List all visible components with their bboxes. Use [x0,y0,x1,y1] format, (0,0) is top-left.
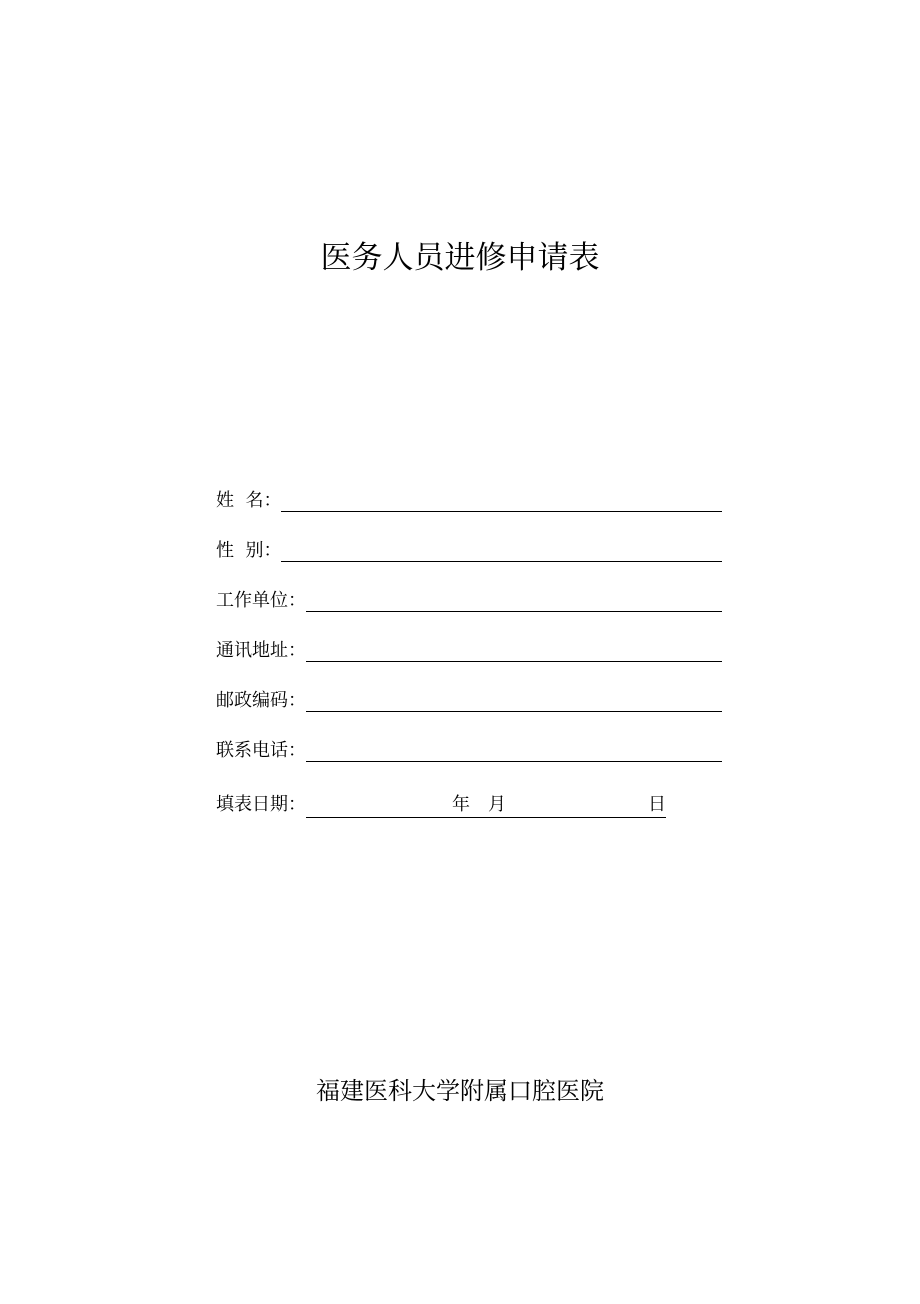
date-year-line[interactable] [306,794,470,818]
field-name-label: 姓 名： [216,490,282,511]
field-gender-input-line[interactable] [281,543,722,562]
field-workplace-input-line[interactable] [306,593,722,612]
field-phone [216,734,722,764]
form-title: 医务人员进修申请表 [320,240,600,276]
date-day-label: 日 [648,794,666,815]
institution-name: 福建医科大学附属口腔医院 [316,1077,604,1105]
date-month-label: 月 [488,794,506,815]
field-address [216,634,722,664]
field-postcode [216,684,722,714]
field-name-input-line[interactable] [281,493,722,512]
field-phone-label: 联系电话： [216,740,306,761]
date-month-line[interactable] [470,794,506,818]
field-workplace [216,584,722,614]
field-address-input-line[interactable] [306,643,722,662]
field-name [216,484,722,514]
field-date-label: 填表日期： [216,794,306,815]
field-phone-input-line[interactable] [306,743,722,762]
field-postcode-label: 邮政编码： [216,690,306,711]
field-date [216,788,666,818]
field-workplace-label: 工作单位： [216,590,306,611]
field-address-label: 通讯地址： [216,640,306,661]
field-gender-label: 性 别： [216,540,282,561]
field-postcode-input-line[interactable] [306,693,722,712]
date-day-line[interactable] [506,794,666,818]
field-gender [216,534,722,564]
date-year-label: 年 [452,794,470,815]
